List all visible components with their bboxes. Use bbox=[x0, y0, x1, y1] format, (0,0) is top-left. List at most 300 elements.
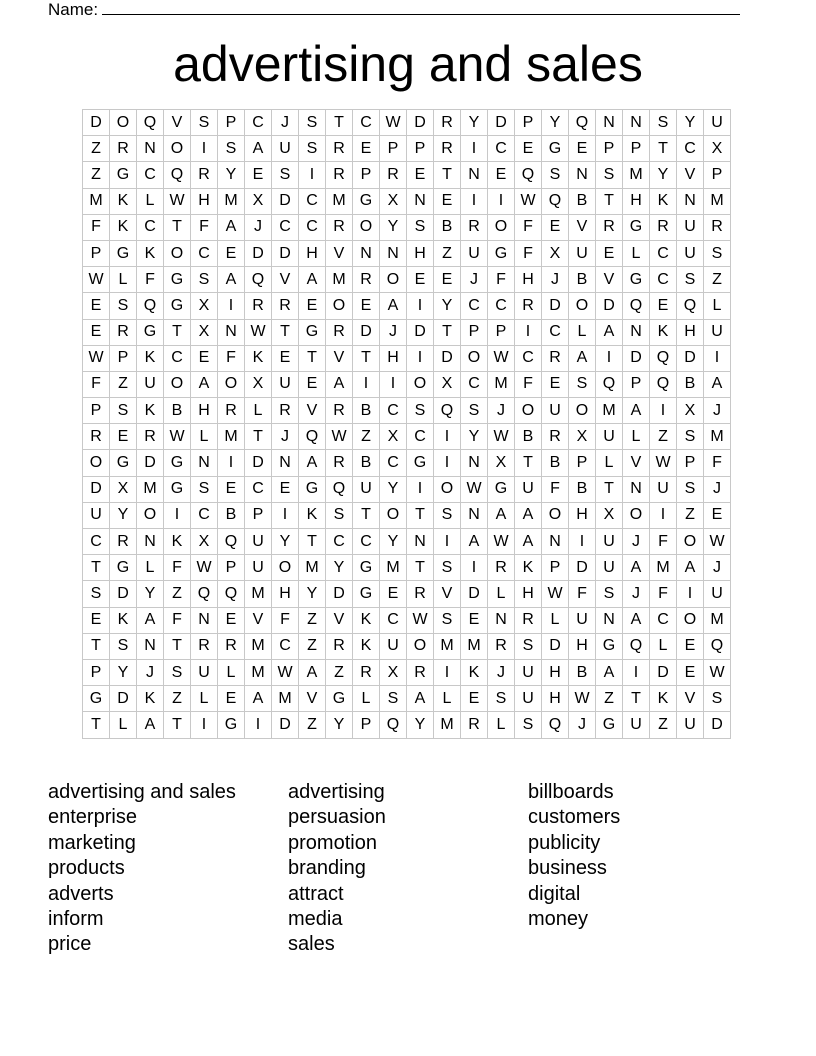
grid-cell[interactable]: S bbox=[191, 110, 218, 136]
grid-cell[interactable]: N bbox=[623, 319, 650, 345]
grid-cell[interactable]: P bbox=[569, 450, 596, 476]
grid-cell[interactable]: B bbox=[434, 214, 461, 240]
grid-cell[interactable]: Y bbox=[218, 162, 245, 188]
grid-cell[interactable]: O bbox=[677, 607, 704, 633]
grid-cell[interactable]: R bbox=[353, 267, 380, 293]
grid-cell[interactable]: T bbox=[272, 319, 299, 345]
grid-cell[interactable]: A bbox=[245, 686, 272, 712]
grid-cell[interactable]: S bbox=[488, 686, 515, 712]
grid-cell[interactable]: S bbox=[110, 633, 137, 659]
grid-cell[interactable]: Q bbox=[623, 633, 650, 659]
grid-cell[interactable]: T bbox=[83, 712, 110, 738]
grid-cell[interactable]: T bbox=[353, 502, 380, 528]
grid-cell[interactable]: D bbox=[245, 240, 272, 266]
grid-cell[interactable]: S bbox=[164, 659, 191, 685]
grid-cell[interactable]: B bbox=[515, 424, 542, 450]
grid-cell[interactable]: W bbox=[245, 319, 272, 345]
grid-cell[interactable]: G bbox=[164, 293, 191, 319]
grid-cell[interactable]: Q bbox=[704, 633, 731, 659]
grid-cell[interactable]: Z bbox=[299, 607, 326, 633]
grid-cell[interactable]: D bbox=[677, 345, 704, 371]
grid-cell[interactable]: M bbox=[380, 555, 407, 581]
grid-cell[interactable]: X bbox=[704, 136, 731, 162]
grid-cell[interactable]: R bbox=[434, 110, 461, 136]
grid-cell[interactable]: T bbox=[83, 633, 110, 659]
grid-cell[interactable]: B bbox=[353, 450, 380, 476]
grid-cell[interactable]: G bbox=[110, 450, 137, 476]
grid-cell[interactable]: W bbox=[407, 607, 434, 633]
grid-cell[interactable]: R bbox=[461, 214, 488, 240]
grid-cell[interactable]: U bbox=[704, 110, 731, 136]
grid-cell[interactable]: C bbox=[488, 293, 515, 319]
grid-cell[interactable]: C bbox=[461, 371, 488, 397]
grid-cell[interactable]: U bbox=[596, 555, 623, 581]
grid-cell[interactable]: U bbox=[596, 424, 623, 450]
grid-cell[interactable]: P bbox=[83, 240, 110, 266]
grid-cell[interactable]: G bbox=[596, 712, 623, 738]
grid-cell[interactable]: N bbox=[137, 136, 164, 162]
grid-cell[interactable]: R bbox=[326, 319, 353, 345]
grid-cell[interactable]: S bbox=[569, 371, 596, 397]
grid-cell[interactable]: K bbox=[110, 214, 137, 240]
grid-cell[interactable]: N bbox=[596, 110, 623, 136]
grid-cell[interactable]: E bbox=[542, 214, 569, 240]
grid-cell[interactable]: L bbox=[191, 424, 218, 450]
grid-cell[interactable]: Q bbox=[569, 110, 596, 136]
grid-cell[interactable]: E bbox=[677, 633, 704, 659]
grid-cell[interactable]: I bbox=[569, 529, 596, 555]
grid-cell[interactable]: X bbox=[488, 450, 515, 476]
grid-cell[interactable]: O bbox=[353, 214, 380, 240]
grid-cell[interactable]: K bbox=[299, 502, 326, 528]
grid-cell[interactable]: D bbox=[407, 319, 434, 345]
grid-cell[interactable]: J bbox=[137, 659, 164, 685]
grid-cell[interactable]: I bbox=[272, 502, 299, 528]
grid-cell[interactable]: X bbox=[380, 659, 407, 685]
grid-cell[interactable]: Z bbox=[650, 712, 677, 738]
grid-cell[interactable]: K bbox=[245, 345, 272, 371]
grid-cell[interactable]: Y bbox=[542, 110, 569, 136]
grid-cell[interactable]: M bbox=[704, 188, 731, 214]
grid-cell[interactable]: G bbox=[623, 267, 650, 293]
grid-cell[interactable]: C bbox=[326, 529, 353, 555]
grid-cell[interactable]: V bbox=[326, 607, 353, 633]
grid-cell[interactable]: X bbox=[191, 319, 218, 345]
grid-cell[interactable]: R bbox=[272, 398, 299, 424]
grid-cell[interactable]: Y bbox=[650, 162, 677, 188]
grid-cell[interactable]: B bbox=[353, 398, 380, 424]
grid-cell[interactable]: O bbox=[515, 398, 542, 424]
grid-cell[interactable]: Y bbox=[380, 476, 407, 502]
grid-cell[interactable]: K bbox=[650, 319, 677, 345]
grid-cell[interactable]: F bbox=[515, 371, 542, 397]
grid-cell[interactable]: R bbox=[326, 162, 353, 188]
grid-cell[interactable]: K bbox=[515, 555, 542, 581]
grid-cell[interactable]: I bbox=[164, 502, 191, 528]
grid-cell[interactable]: Q bbox=[515, 162, 542, 188]
grid-cell[interactable]: T bbox=[164, 319, 191, 345]
grid-cell[interactable]: E bbox=[218, 476, 245, 502]
grid-cell[interactable]: K bbox=[137, 398, 164, 424]
grid-cell[interactable]: I bbox=[434, 450, 461, 476]
grid-cell[interactable]: P bbox=[380, 136, 407, 162]
grid-cell[interactable]: G bbox=[164, 267, 191, 293]
grid-cell[interactable]: W bbox=[380, 110, 407, 136]
grid-cell[interactable]: Q bbox=[191, 581, 218, 607]
grid-cell[interactable]: S bbox=[434, 502, 461, 528]
grid-cell[interactable]: Q bbox=[326, 476, 353, 502]
grid-cell[interactable]: O bbox=[569, 398, 596, 424]
grid-cell[interactable]: A bbox=[137, 607, 164, 633]
grid-cell[interactable]: E bbox=[596, 240, 623, 266]
grid-cell[interactable]: Z bbox=[83, 136, 110, 162]
grid-cell[interactable]: V bbox=[245, 607, 272, 633]
grid-cell[interactable]: Y bbox=[407, 712, 434, 738]
grid-cell[interactable]: D bbox=[110, 686, 137, 712]
grid-cell[interactable]: A bbox=[623, 398, 650, 424]
grid-cell[interactable]: K bbox=[110, 188, 137, 214]
grid-cell[interactable]: R bbox=[326, 136, 353, 162]
grid-cell[interactable]: I bbox=[623, 659, 650, 685]
grid-cell[interactable]: R bbox=[110, 136, 137, 162]
grid-cell[interactable]: P bbox=[110, 345, 137, 371]
grid-cell[interactable]: U bbox=[515, 659, 542, 685]
grid-cell[interactable]: Y bbox=[380, 214, 407, 240]
grid-cell[interactable]: N bbox=[137, 529, 164, 555]
grid-cell[interactable]: Y bbox=[326, 712, 353, 738]
grid-cell[interactable]: E bbox=[515, 136, 542, 162]
grid-cell[interactable]: Q bbox=[542, 188, 569, 214]
grid-cell[interactable]: W bbox=[488, 529, 515, 555]
grid-cell[interactable]: L bbox=[110, 267, 137, 293]
grid-cell[interactable]: S bbox=[515, 633, 542, 659]
grid-cell[interactable]: T bbox=[596, 476, 623, 502]
grid-cell[interactable]: A bbox=[299, 267, 326, 293]
grid-cell[interactable]: C bbox=[191, 502, 218, 528]
grid-cell[interactable]: B bbox=[569, 659, 596, 685]
grid-cell[interactable]: R bbox=[191, 162, 218, 188]
grid-cell[interactable]: R bbox=[218, 633, 245, 659]
grid-cell[interactable]: W bbox=[650, 450, 677, 476]
grid-cell[interactable]: F bbox=[569, 581, 596, 607]
grid-cell[interactable]: V bbox=[164, 110, 191, 136]
grid-cell[interactable]: P bbox=[83, 398, 110, 424]
grid-cell[interactable]: C bbox=[137, 214, 164, 240]
grid-cell[interactable]: V bbox=[623, 450, 650, 476]
grid-cell[interactable]: N bbox=[623, 110, 650, 136]
grid-cell[interactable]: S bbox=[461, 398, 488, 424]
grid-cell[interactable]: K bbox=[353, 633, 380, 659]
grid-cell[interactable]: C bbox=[191, 240, 218, 266]
grid-cell[interactable]: D bbox=[650, 659, 677, 685]
grid-cell[interactable]: K bbox=[110, 607, 137, 633]
grid-cell[interactable]: R bbox=[326, 450, 353, 476]
grid-cell[interactable]: X bbox=[434, 371, 461, 397]
grid-cell[interactable]: N bbox=[488, 607, 515, 633]
grid-cell[interactable]: F bbox=[542, 476, 569, 502]
grid-cell[interactable]: L bbox=[596, 450, 623, 476]
grid-cell[interactable]: M bbox=[623, 162, 650, 188]
grid-cell[interactable]: E bbox=[650, 293, 677, 319]
grid-cell[interactable]: R bbox=[353, 659, 380, 685]
grid-cell[interactable]: P bbox=[353, 162, 380, 188]
grid-cell[interactable]: Q bbox=[677, 293, 704, 319]
grid-cell[interactable]: A bbox=[191, 371, 218, 397]
grid-cell[interactable]: A bbox=[218, 214, 245, 240]
grid-cell[interactable]: I bbox=[191, 136, 218, 162]
grid-cell[interactable]: T bbox=[650, 136, 677, 162]
grid-cell[interactable]: C bbox=[488, 136, 515, 162]
grid-cell[interactable]: L bbox=[623, 240, 650, 266]
grid-cell[interactable]: O bbox=[434, 476, 461, 502]
grid-cell[interactable]: L bbox=[191, 686, 218, 712]
grid-cell[interactable]: W bbox=[461, 476, 488, 502]
grid-cell[interactable]: R bbox=[488, 633, 515, 659]
grid-cell[interactable]: Z bbox=[434, 240, 461, 266]
grid-cell[interactable]: H bbox=[542, 659, 569, 685]
grid-cell[interactable]: D bbox=[272, 240, 299, 266]
name-underline[interactable] bbox=[102, 0, 740, 15]
grid-cell[interactable]: R bbox=[704, 214, 731, 240]
grid-cell[interactable]: W bbox=[164, 424, 191, 450]
grid-cell[interactable]: X bbox=[380, 188, 407, 214]
grid-cell[interactable]: D bbox=[83, 476, 110, 502]
grid-cell[interactable]: Y bbox=[434, 293, 461, 319]
grid-cell[interactable]: W bbox=[515, 188, 542, 214]
grid-cell[interactable]: L bbox=[245, 398, 272, 424]
grid-cell[interactable]: K bbox=[461, 659, 488, 685]
grid-cell[interactable]: A bbox=[704, 371, 731, 397]
grid-cell[interactable]: J bbox=[542, 267, 569, 293]
grid-cell[interactable]: O bbox=[407, 633, 434, 659]
grid-cell[interactable]: N bbox=[218, 319, 245, 345]
grid-cell[interactable]: C bbox=[245, 110, 272, 136]
grid-cell[interactable]: W bbox=[164, 188, 191, 214]
grid-cell[interactable]: G bbox=[326, 686, 353, 712]
grid-cell[interactable]: W bbox=[488, 424, 515, 450]
grid-cell[interactable]: S bbox=[542, 162, 569, 188]
grid-cell[interactable]: D bbox=[704, 712, 731, 738]
grid-cell[interactable]: O bbox=[137, 502, 164, 528]
grid-cell[interactable]: J bbox=[488, 398, 515, 424]
grid-cell[interactable]: Z bbox=[299, 633, 326, 659]
grid-cell[interactable]: E bbox=[191, 345, 218, 371]
grid-cell[interactable]: Z bbox=[677, 502, 704, 528]
grid-cell[interactable]: J bbox=[569, 712, 596, 738]
grid-cell[interactable]: R bbox=[596, 214, 623, 240]
grid-cell[interactable]: N bbox=[407, 188, 434, 214]
grid-cell[interactable]: S bbox=[110, 293, 137, 319]
grid-cell[interactable]: H bbox=[407, 240, 434, 266]
grid-cell[interactable]: I bbox=[596, 345, 623, 371]
grid-cell[interactable]: O bbox=[569, 293, 596, 319]
grid-cell[interactable]: M bbox=[137, 476, 164, 502]
grid-cell[interactable]: X bbox=[191, 293, 218, 319]
grid-cell[interactable]: D bbox=[488, 110, 515, 136]
grid-cell[interactable]: P bbox=[623, 371, 650, 397]
grid-cell[interactable]: E bbox=[704, 502, 731, 528]
grid-cell[interactable]: G bbox=[218, 712, 245, 738]
grid-cell[interactable]: X bbox=[569, 424, 596, 450]
grid-cell[interactable]: G bbox=[488, 476, 515, 502]
grid-cell[interactable]: P bbox=[704, 162, 731, 188]
grid-cell[interactable]: O bbox=[83, 450, 110, 476]
grid-cell[interactable]: S bbox=[83, 581, 110, 607]
grid-cell[interactable]: D bbox=[83, 110, 110, 136]
grid-cell[interactable]: Z bbox=[83, 162, 110, 188]
grid-cell[interactable]: L bbox=[434, 686, 461, 712]
grid-cell[interactable]: X bbox=[191, 529, 218, 555]
grid-cell[interactable]: U bbox=[677, 214, 704, 240]
grid-cell[interactable]: L bbox=[569, 319, 596, 345]
grid-cell[interactable]: I bbox=[677, 581, 704, 607]
grid-cell[interactable]: R bbox=[110, 529, 137, 555]
grid-cell[interactable]: V bbox=[434, 581, 461, 607]
grid-cell[interactable]: Z bbox=[704, 267, 731, 293]
grid-cell[interactable]: C bbox=[461, 293, 488, 319]
grid-cell[interactable]: S bbox=[677, 476, 704, 502]
grid-cell[interactable]: O bbox=[164, 240, 191, 266]
grid-cell[interactable]: W bbox=[326, 424, 353, 450]
grid-cell[interactable]: U bbox=[83, 502, 110, 528]
grid-cell[interactable]: S bbox=[407, 214, 434, 240]
grid-cell[interactable]: O bbox=[110, 110, 137, 136]
grid-cell[interactable]: W bbox=[704, 529, 731, 555]
grid-cell[interactable]: E bbox=[110, 424, 137, 450]
grid-cell[interactable]: H bbox=[191, 188, 218, 214]
grid-cell[interactable]: A bbox=[677, 555, 704, 581]
grid-cell[interactable]: O bbox=[164, 136, 191, 162]
grid-cell[interactable]: E bbox=[569, 136, 596, 162]
grid-cell[interactable]: V bbox=[677, 162, 704, 188]
grid-cell[interactable]: L bbox=[110, 712, 137, 738]
grid-cell[interactable]: I bbox=[488, 188, 515, 214]
grid-cell[interactable]: P bbox=[218, 110, 245, 136]
grid-cell[interactable]: A bbox=[137, 712, 164, 738]
grid-cell[interactable]: D bbox=[596, 293, 623, 319]
grid-cell[interactable]: F bbox=[704, 450, 731, 476]
grid-cell[interactable]: R bbox=[326, 633, 353, 659]
grid-cell[interactable]: L bbox=[650, 633, 677, 659]
grid-cell[interactable]: Q bbox=[650, 345, 677, 371]
grid-cell[interactable]: Y bbox=[272, 529, 299, 555]
grid-cell[interactable]: X bbox=[677, 398, 704, 424]
grid-cell[interactable]: S bbox=[596, 162, 623, 188]
grid-cell[interactable]: M bbox=[650, 555, 677, 581]
grid-cell[interactable]: U bbox=[137, 371, 164, 397]
grid-cell[interactable]: S bbox=[677, 267, 704, 293]
grid-cell[interactable]: B bbox=[218, 502, 245, 528]
grid-cell[interactable]: L bbox=[353, 686, 380, 712]
grid-cell[interactable]: L bbox=[623, 424, 650, 450]
grid-cell[interactable]: C bbox=[380, 607, 407, 633]
grid-cell[interactable]: Y bbox=[380, 529, 407, 555]
grid-cell[interactable]: O bbox=[677, 529, 704, 555]
grid-cell[interactable]: R bbox=[380, 162, 407, 188]
grid-cell[interactable]: R bbox=[218, 398, 245, 424]
grid-cell[interactable]: E bbox=[407, 162, 434, 188]
grid-cell[interactable]: I bbox=[650, 398, 677, 424]
grid-cell[interactable]: G bbox=[164, 476, 191, 502]
grid-cell[interactable]: W bbox=[542, 581, 569, 607]
grid-cell[interactable]: I bbox=[461, 555, 488, 581]
grid-cell[interactable]: A bbox=[245, 136, 272, 162]
grid-cell[interactable]: G bbox=[353, 555, 380, 581]
grid-cell[interactable]: A bbox=[218, 267, 245, 293]
grid-cell[interactable]: C bbox=[272, 214, 299, 240]
grid-cell[interactable]: J bbox=[704, 476, 731, 502]
grid-cell[interactable]: U bbox=[515, 686, 542, 712]
grid-cell[interactable]: G bbox=[353, 581, 380, 607]
grid-cell[interactable]: K bbox=[137, 686, 164, 712]
grid-cell[interactable]: J bbox=[272, 110, 299, 136]
grid-cell[interactable]: S bbox=[110, 398, 137, 424]
grid-cell[interactable]: K bbox=[164, 529, 191, 555]
grid-cell[interactable]: X bbox=[110, 476, 137, 502]
grid-cell[interactable]: Y bbox=[461, 424, 488, 450]
grid-cell[interactable]: U bbox=[542, 398, 569, 424]
grid-cell[interactable]: N bbox=[191, 607, 218, 633]
grid-cell[interactable]: J bbox=[704, 398, 731, 424]
grid-cell[interactable]: S bbox=[326, 502, 353, 528]
grid-cell[interactable]: Z bbox=[110, 371, 137, 397]
grid-cell[interactable]: Q bbox=[596, 371, 623, 397]
grid-cell[interactable]: I bbox=[407, 345, 434, 371]
grid-cell[interactable]: J bbox=[272, 424, 299, 450]
grid-cell[interactable]: I bbox=[434, 529, 461, 555]
grid-cell[interactable]: S bbox=[677, 424, 704, 450]
grid-cell[interactable]: D bbox=[407, 110, 434, 136]
grid-cell[interactable]: F bbox=[218, 345, 245, 371]
grid-cell[interactable]: F bbox=[488, 267, 515, 293]
grid-cell[interactable]: P bbox=[245, 502, 272, 528]
grid-cell[interactable]: L bbox=[137, 555, 164, 581]
grid-cell[interactable]: P bbox=[596, 136, 623, 162]
grid-cell[interactable]: X bbox=[542, 240, 569, 266]
grid-cell[interactable]: M bbox=[218, 424, 245, 450]
grid-cell[interactable]: Z bbox=[326, 659, 353, 685]
grid-cell[interactable]: C bbox=[299, 214, 326, 240]
grid-cell[interactable]: P bbox=[218, 555, 245, 581]
grid-cell[interactable]: I bbox=[191, 712, 218, 738]
grid-cell[interactable]: Y bbox=[326, 555, 353, 581]
grid-cell[interactable]: P bbox=[353, 712, 380, 738]
grid-cell[interactable]: A bbox=[488, 502, 515, 528]
grid-cell[interactable]: S bbox=[407, 398, 434, 424]
grid-cell[interactable]: H bbox=[299, 240, 326, 266]
grid-cell[interactable]: I bbox=[515, 319, 542, 345]
grid-cell[interactable]: V bbox=[596, 267, 623, 293]
grid-cell[interactable]: A bbox=[596, 319, 623, 345]
grid-cell[interactable]: I bbox=[704, 345, 731, 371]
grid-cell[interactable]: U bbox=[623, 712, 650, 738]
grid-cell[interactable]: D bbox=[623, 345, 650, 371]
grid-cell[interactable]: G bbox=[110, 162, 137, 188]
grid-cell[interactable]: I bbox=[353, 371, 380, 397]
grid-cell[interactable]: Z bbox=[650, 424, 677, 450]
grid-cell[interactable]: T bbox=[326, 110, 353, 136]
grid-cell[interactable]: Y bbox=[137, 581, 164, 607]
grid-cell[interactable]: Z bbox=[164, 686, 191, 712]
grid-cell[interactable]: D bbox=[326, 581, 353, 607]
grid-cell[interactable]: H bbox=[569, 633, 596, 659]
grid-cell[interactable]: G bbox=[83, 686, 110, 712]
grid-cell[interactable]: N bbox=[596, 607, 623, 633]
grid-cell[interactable]: F bbox=[164, 607, 191, 633]
grid-cell[interactable]: J bbox=[245, 214, 272, 240]
grid-cell[interactable]: P bbox=[83, 659, 110, 685]
grid-cell[interactable]: R bbox=[326, 214, 353, 240]
